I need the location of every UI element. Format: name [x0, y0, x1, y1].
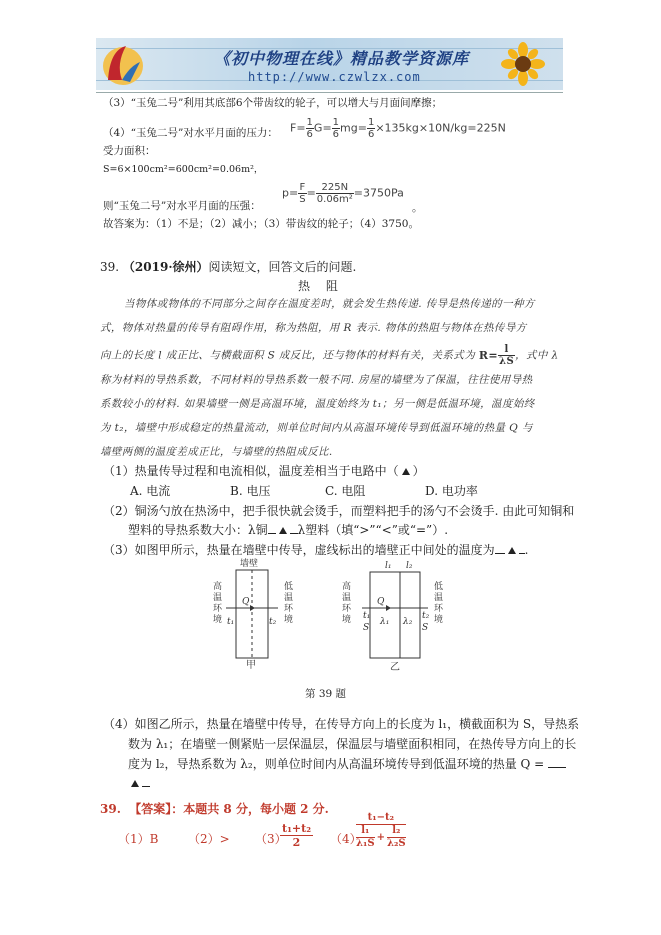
answer-blank-triangle-icon — [508, 547, 516, 554]
sunflower-icon — [501, 42, 545, 86]
answer-4-term-2-num: l₂ — [387, 825, 406, 838]
answer-question-number: 39. — [100, 802, 121, 816]
option-c: C. 电阻 — [325, 484, 366, 498]
figure-caption: 第 39 题 — [305, 688, 347, 700]
question-source: （2019·徐州） — [122, 260, 209, 274]
fig-a-top-label: 墙壁 — [240, 559, 259, 569]
answer-4-label: （4） — [330, 832, 362, 846]
fig-a-name: 甲 — [246, 660, 256, 671]
answer-3-label: （3） — [255, 832, 287, 846]
banner-title: 《初中物理在线》精品教学资源库 — [214, 49, 470, 68]
sub-question-4-line-1: （4）如图乙所示，热量在墙壁中传导，在传导方向上的长度为 l₁，横截面积为 S，导热系 — [103, 717, 580, 731]
question-number: 39. — [100, 260, 120, 274]
article-title: 热 阻 — [298, 279, 344, 293]
sub-question-4-blank — [128, 774, 150, 792]
article-line-3-text: 向上的长度 l 成正比、与横截面积 S 成反比，还与物体的材料有关，关系式为 — [100, 349, 476, 362]
answer-header — [100, 800, 329, 818]
prev-answer-line-4: （4）“玉兔二号”对水平月面的压力： — [103, 127, 278, 139]
answer-blank — [142, 786, 150, 787]
fig-a-t1: t₁ — [227, 617, 235, 627]
option-d: D. 电功率 — [425, 484, 478, 498]
pressure-label: 则“玉兔二号”对水平月面的压强： — [103, 200, 261, 212]
figure-b — [362, 561, 430, 673]
sub-question-2-line-2 — [128, 521, 448, 539]
area-equation: S=6×100cm²=600cm²=0.06m²， — [103, 164, 264, 175]
question-prompt: 阅读短文，回答文后的问题. — [208, 260, 357, 274]
fig-b-s2: S — [422, 623, 429, 633]
fig-b-lambda2: λ₂ — [403, 617, 413, 627]
sub-question-2-line-1: （2）铜汤勺放在热汤中，把手很快就会烫手，而塑料把手的汤勺不会烫手. 由此可知铜和 — [103, 504, 575, 518]
plus-sign: + — [376, 831, 386, 843]
fig-a-q: Q — [242, 597, 250, 607]
fig-b-q: Q — [377, 597, 385, 607]
option-b: B. 电压 — [230, 484, 271, 498]
article-line-3-end: ，式中 λ — [515, 349, 559, 362]
answer-4-term-2 — [387, 825, 406, 850]
article-line-2: 式，物体对热量的传导有阻碍作用，称为热阻，用 R 表示. 物体的热阻与物体在热传导方 — [100, 322, 527, 334]
sub-question-2-post: λ塑料（填“>”“<”或“=”）. — [297, 523, 449, 537]
fig-b-l1: l₁ — [385, 561, 392, 571]
fig-b-lambda1: λ₁ — [380, 617, 390, 627]
answer-blank-triangle-icon — [402, 468, 410, 475]
article-line-1: 当物体或物体的不同部分之间存在温度差时，就会发生热传递. 传导是热传递的一种方 — [124, 298, 535, 310]
article-line-5: 系数较小的材料. 如果墙壁一侧是高温环境，温度始终为 t₁；另一侧是低温环境，温度始终 — [100, 398, 535, 410]
sub-question-4-line-3 — [128, 755, 566, 773]
answer-3-numerator: t₁+t₂ — [282, 822, 312, 835]
fig-b-t2: t₂ — [422, 611, 430, 621]
figure-a — [226, 558, 278, 671]
sub-question-4-text: 度为 l₂，导热系数为 λ₂，则单位时间内从高温环境传导到低温环境的热量 Q = — [128, 757, 545, 771]
answer-blank — [290, 533, 298, 534]
answer-4-term-1-num: l₁ — [356, 825, 375, 838]
sub-question-3 — [103, 541, 528, 559]
sub-question-3-end: . — [524, 543, 529, 557]
answer-3-fraction — [280, 822, 313, 849]
banner-url[interactable]: http://www.czwlzx.com — [248, 70, 421, 84]
sub-question-1-end: ） — [412, 464, 425, 478]
fig-b-right-env: 低温环境 — [434, 582, 444, 625]
fig-a-right-env: 低温环境 — [284, 582, 294, 625]
figure-39 — [200, 558, 450, 678]
sub-question-2-pre: 塑料的导热系数大小：λ铜 — [128, 523, 268, 537]
pressure-end: 。 — [412, 202, 423, 214]
fig-a-t2: t₂ — [269, 617, 277, 627]
sub-question-1 — [103, 462, 425, 480]
force-area-label: 受力面积： — [103, 145, 156, 157]
answer-label: 【答案】：本题共 8 分，每小题 2 分. — [129, 802, 329, 816]
article-line-6: 为 t₂，墙壁中形成稳定的热量流动，则单位时间内从高温环境传导到低温环境的热量 Q 与 — [100, 422, 533, 434]
fig-b-s1: S — [363, 623, 370, 633]
answer-2: （2）> — [188, 832, 230, 846]
answer-4-term-2-den: λ₂S — [387, 838, 406, 849]
prev-answer-line-3: （3）“玉兔二号”利用其底部6个带齿纹的轮子，可以增大与月面间摩擦； — [103, 97, 443, 109]
banner-divider — [96, 92, 563, 93]
resistance-formula: R= $\frac{l}{\lambda S}$ — [478, 344, 515, 367]
fig-b-left-env: 高温环境 — [342, 582, 352, 625]
answer-blank — [548, 767, 566, 768]
option-a: A. 电流 — [130, 484, 171, 498]
fig-b-l2: l₂ — [406, 561, 413, 571]
sub-question-1-text: （1）热量传导过程和电流相似，温度差相当于电路中（ — [103, 464, 399, 478]
heat-arrow-icon — [386, 605, 391, 611]
site-logo-icon — [100, 40, 146, 88]
fig-b-name: 乙 — [390, 662, 400, 673]
article-line-7: 墙壁两侧的温度差成正比，与墙壁的热阻成反比. — [100, 446, 333, 458]
pressure-formula: p= $\frac{F}{S}$ = $\frac{225N}{\text{0.06m²}}$ =3750Pa — [282, 182, 404, 205]
article-line-4: 称为材料的导热系数，不同材料的导热系数一般不同. 房屋的墙壁为了保温，往往使用导热 — [100, 374, 533, 386]
site-banner — [96, 38, 563, 90]
answer-blank — [268, 533, 276, 534]
answer-blank-triangle-icon — [131, 780, 139, 787]
prev-final-answer: 故答案为：（1）不是；（2）减小；（3）带齿纹的轮子；（4）3750。 — [103, 218, 419, 230]
sub-question-4-line-2: 数为 λ₁；在墙壁一侧紧贴一层保温层，保温层与墙壁面积相同，在热传导方向上的长 — [128, 737, 577, 751]
sub-question-3-text: （3）如图甲所示，热量在墙壁中传导，虚线标出的墙壁正中间处的温度为 — [103, 543, 495, 557]
fig-b-t1: t₁ — [363, 611, 371, 621]
question-39-header — [100, 258, 356, 276]
answer-blank — [495, 553, 505, 554]
answer-4-denominator — [356, 825, 406, 850]
answer-1: （1）B — [118, 832, 159, 846]
pressure-force-formula: F= $\frac{1}{6}$ G= $\frac{1}{6}$ mg= $\frac{1}{6}$ ×135kg×10N/kg=225N — [290, 117, 506, 140]
answer-blank-triangle-icon — [279, 527, 287, 534]
answer-3-denominator: 2 — [292, 836, 301, 849]
article-line-3 — [100, 344, 559, 367]
answer-4-numerator: t₁−t₂ — [356, 812, 406, 825]
heat-arrow-icon — [250, 605, 255, 611]
answer-4-term-1-den: λ₁S — [356, 838, 375, 849]
answer-4-term-1 — [356, 825, 375, 850]
fig-a-left-env: 高温环境 — [213, 582, 223, 625]
answer-4-fraction — [356, 812, 406, 850]
